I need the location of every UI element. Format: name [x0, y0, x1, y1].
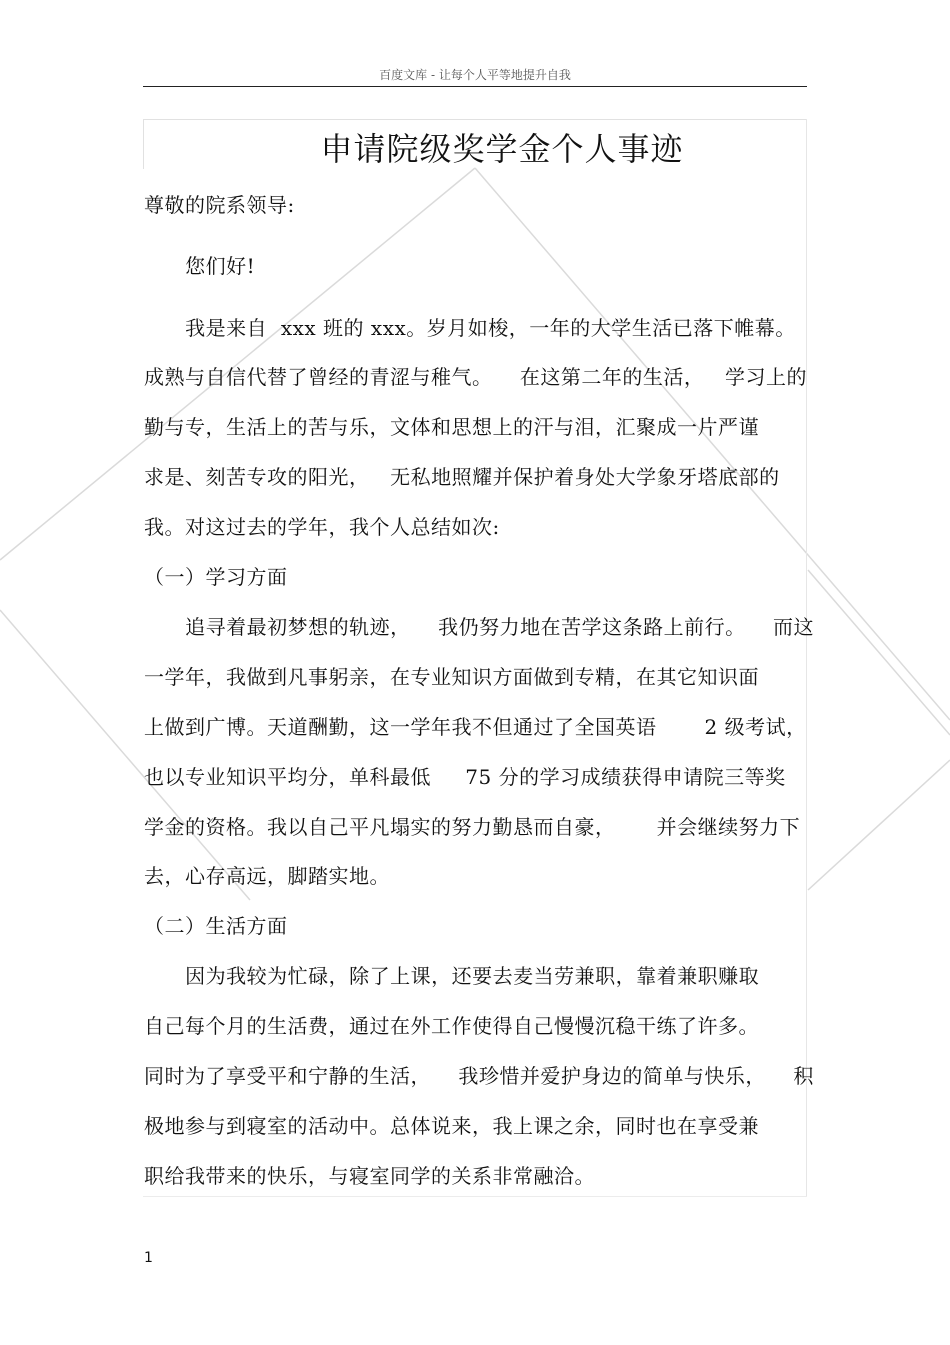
salutation: 尊敬的院系领导:	[144, 193, 295, 217]
header-rule	[143, 86, 807, 87]
section-heading-study: （一）学习方面	[144, 565, 288, 589]
content-frame-top	[143, 119, 807, 120]
body-line: 职给我带来的快乐，与寝室同学的关系非常融洽。	[144, 1164, 595, 1188]
document-title: 申请院级奖学金个人事迹	[320, 130, 684, 168]
body-line: 因为我较为忙碌，除了上课，还要去麦当劳兼职，靠着兼职赚取	[144, 964, 760, 988]
body-line: 同时为了享受平和宁静的生活， 我珍惜并爱护身边的简单与快乐， 积	[144, 1064, 814, 1088]
body-line: 勤与专，生活上的苦与乐，文体和思想上的汗与泪，汇聚成一片严谨	[144, 415, 759, 439]
greeting: 您们好!	[144, 254, 256, 278]
content-frame-right	[806, 119, 807, 1197]
content-frame-bottom	[143, 1196, 807, 1197]
body-line: 我是来自 xxx 班的 xxx。岁月如梭，一年的大学生活已落下帷幕。	[144, 316, 796, 340]
body-line: 一学年，我做到凡事躬亲，在专业知识方面做到专精，在其它知识面	[144, 665, 759, 689]
section-heading-life: （二）生活方面	[144, 914, 288, 938]
body-line: 也以专业知识平均分，单科最低 75 分的学习成绩获得申请院三等奖	[144, 765, 786, 789]
page-header: 百度文库 - 让每个人平等地提升自我	[379, 68, 571, 82]
body-line: 去，心存高远，脚踏实地。	[144, 864, 390, 888]
body-line: 求是、刻苦专攻的阳光， 无私地照耀并保护着身处大学象牙塔底部的	[144, 465, 780, 489]
body-line: 自己每个月的生活费，通过在外工作使得自己慢慢沉稳干练了许多。	[144, 1014, 759, 1038]
body-line: 极地参与到寝室的活动中。总体说来，我上课之余，同时也在享受兼	[144, 1114, 759, 1138]
body-line: 学金的资格。我以自己平凡塌实的努力勤恳而自豪， 并会继续努力下	[144, 815, 801, 839]
body-line: 成熟与自信代替了曾经的青涩与稚气。 在这第二年的生活， 学习上的	[144, 365, 808, 389]
page-number: 1	[144, 1250, 153, 1266]
body-line: 我。对这过去的学年，我个人总结如次:	[144, 515, 500, 539]
body-line: 上做到广博。天道酬勤，这一学年我不但通过了全国英语 2 级考试，	[144, 715, 807, 739]
body-line: 追寻着最初梦想的轨迹， 我仍努力地在苦学这条路上前行。 而这	[144, 615, 815, 639]
